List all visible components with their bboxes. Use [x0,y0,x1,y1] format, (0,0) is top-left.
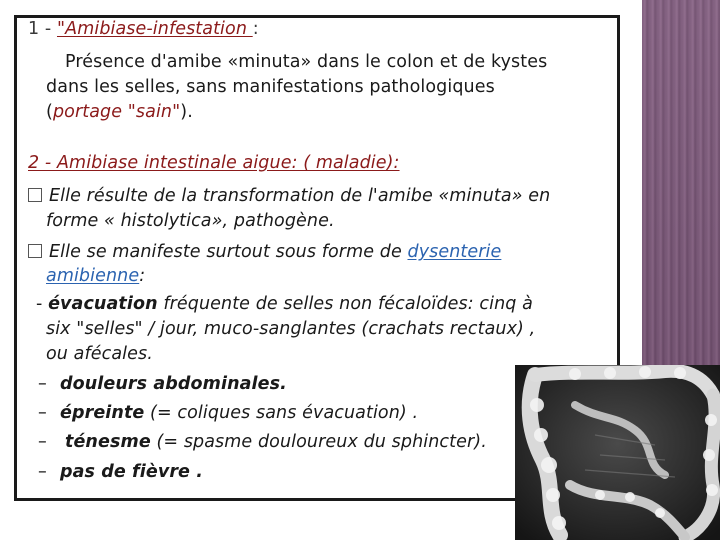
symptom3-line [38,431,487,453]
dash-4: – [38,462,47,482]
section1-line2: dans les selles, sans manifestations pathologiques [46,77,495,97]
section1-paren-close: ). [180,102,193,122]
dash-3: – [38,432,47,452]
section1-number: 1 - [28,19,57,39]
section1-paren-open: ( [46,102,53,122]
symptom4-line [38,461,203,483]
xray-barium-colon-image [515,365,720,540]
dash-2: – [38,403,47,423]
evacuation-line1 [36,293,533,315]
symptom4: pas de fièvre . [60,462,203,482]
section1-portage: portage "sain" [52,102,181,122]
symptom3-text: (= spasme douloureux du sphincter). [150,432,487,452]
checkbox-icon [28,244,42,258]
section2-heading: 2 - Amibiase intestinale aigue: ( maladie): [28,153,400,173]
bullet1-text-1: Elle résulte de la transformation de l'amibe «minuta» en [49,186,551,206]
dysenterie-link[interactable]: dysenterie [407,242,502,262]
bullet2-line2 [46,265,145,287]
symptom1-line [38,373,287,395]
section1-line3 [46,101,193,123]
symptom1: douleurs abdominales. [60,374,287,394]
dash-1: – [38,374,47,394]
evacuation-text-1: fréquente de selles non fécaloïdes: cinq à [157,294,533,314]
section1-title: "Amibiase-infestation [56,19,253,39]
bullet2-colon: : [139,266,146,286]
symptom3-term: ténesme [65,432,151,452]
evacuation-dash: - [36,294,49,314]
section1-line1: Présence d'amibe «minuta» dans le colon et de kystes [65,52,548,72]
evacuation-term: évacuation [48,294,158,314]
xray-drawing [515,365,720,540]
symptom2-term: épreinte [60,403,145,423]
bullet2-text-1: Elle se manifeste surtout sous forme de [49,242,408,262]
bullet1-line1 [28,185,550,207]
bullet2-line1 [28,241,501,263]
amibienne-link[interactable]: amibienne [46,266,140,286]
symptom2-line [38,402,418,424]
symptom2-text: (= coliques sans évacuation) . [144,403,419,423]
bullet1-line2: forme « histolytica», pathogène. [46,211,335,231]
checkbox-icon [28,188,42,202]
evacuation-line2: six "selles" / jour, muco-sanglantes (crachats rectaux) , [46,319,536,339]
section1-heading [28,18,259,40]
section1-title-colon: : [252,19,259,39]
evacuation-line3: ou afécales. [46,344,153,364]
